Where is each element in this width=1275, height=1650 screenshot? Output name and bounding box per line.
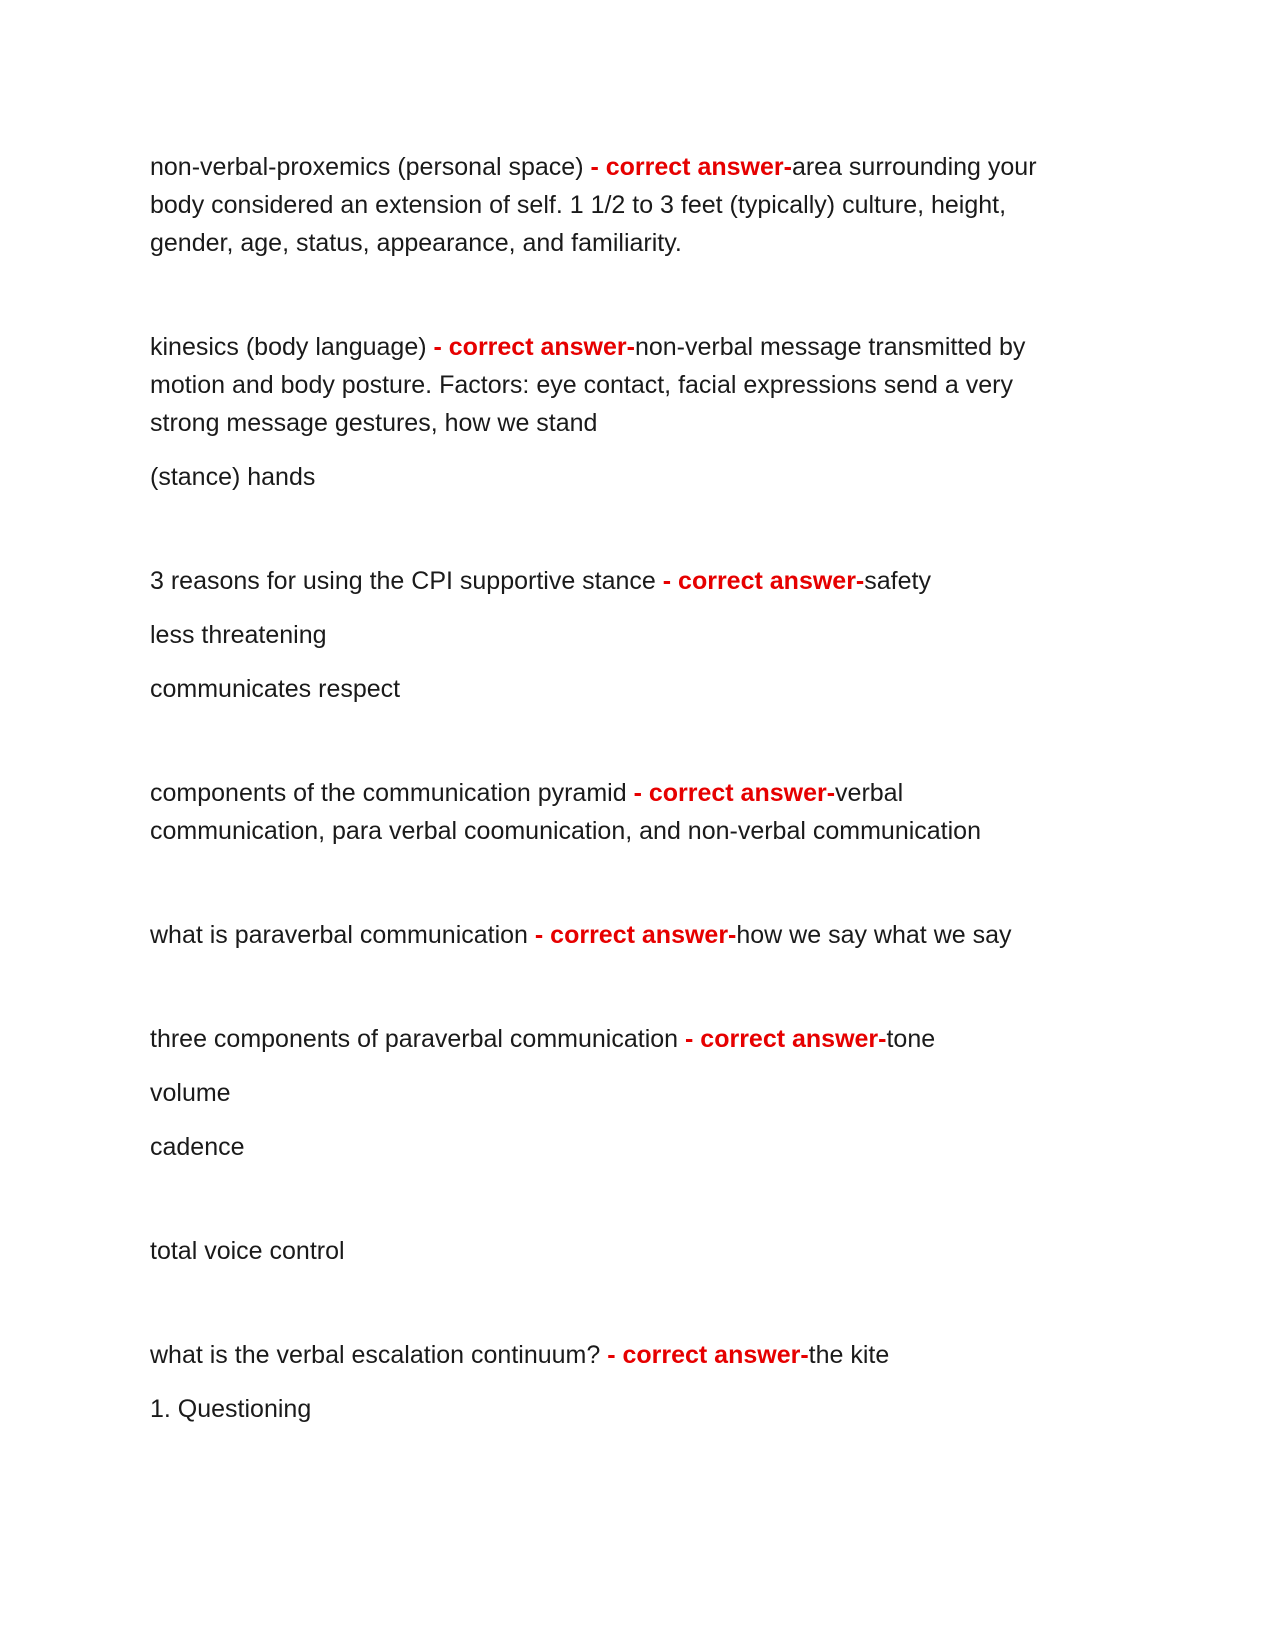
correct-answer-marker: - correct answer- <box>534 921 737 949</box>
qa-entry-paraverbal <box>150 916 1090 954</box>
question-text: 3 reasons for using the CPI supportive stance <box>150 567 663 595</box>
question-text: what is paraverbal communication <box>150 921 535 949</box>
qa-entry-kinesics <box>150 328 1090 496</box>
correct-answer-marker: - correct answer- <box>633 779 836 807</box>
answer-text: body considered an extension of self. 1 1/2 to 3 feet (typically) culture, height, <box>150 191 1007 219</box>
answer-extra-line: less threatening <box>150 621 327 649</box>
answer-text: safety <box>864 567 931 595</box>
qa-entry-verbal-escalation <box>150 1336 1090 1428</box>
correct-answer-marker: - correct answer- <box>590 153 792 181</box>
answer-text: gender, age, status, appearance, and familiarity. <box>150 229 682 257</box>
answer-extra-line: 1. Questioning <box>150 1395 312 1423</box>
answer-extra-line: (stance) hands <box>150 463 316 491</box>
answer-extra-line: cadence <box>150 1133 245 1161</box>
correct-answer-marker: - correct answer- <box>685 1025 887 1053</box>
answer-text: the kite <box>808 1341 890 1369</box>
answer-text: non-verbal message transmitted by <box>634 333 1026 361</box>
answer-extra-line: volume <box>150 1079 231 1107</box>
answer-text: area surrounding your <box>791 153 1037 181</box>
answer-text: tone <box>886 1025 936 1053</box>
document-page <box>150 148 1090 1428</box>
qa-entry-supportive-stance <box>150 562 1090 708</box>
answer-text: verbal <box>835 779 904 807</box>
correct-answer-marker: - correct answer- <box>433 333 635 361</box>
question-text: non-verbal-proxemics (personal space) <box>150 153 591 181</box>
qa-entry-paraverbal-components <box>150 1020 1090 1166</box>
standalone-line: total voice control <box>150 1237 345 1265</box>
question-text: three components of paraverbal communication <box>150 1025 686 1053</box>
question-text: kinesics (body language) <box>150 333 434 361</box>
answer-text: motion and body posture. Factors: eye contact, facial expressions send a very <box>150 371 1013 399</box>
correct-answer-marker: - correct answer- <box>607 1341 809 1369</box>
answer-text: how we say what we say <box>736 921 1012 949</box>
answer-text: strong message gestures, how we stand <box>150 409 598 437</box>
correct-answer-marker: - correct answer- <box>662 567 865 595</box>
qa-entry-proxemics <box>150 148 1090 262</box>
qa-entry-communication-pyramid <box>150 774 1090 850</box>
answer-extra-line: communicates respect <box>150 675 401 703</box>
answer-text: communication, para verbal coomunication, and non-verbal communication <box>150 817 981 845</box>
question-text: components of the communication pyramid <box>150 779 634 807</box>
question-text: what is the verbal escalation continuum? <box>150 1341 608 1369</box>
